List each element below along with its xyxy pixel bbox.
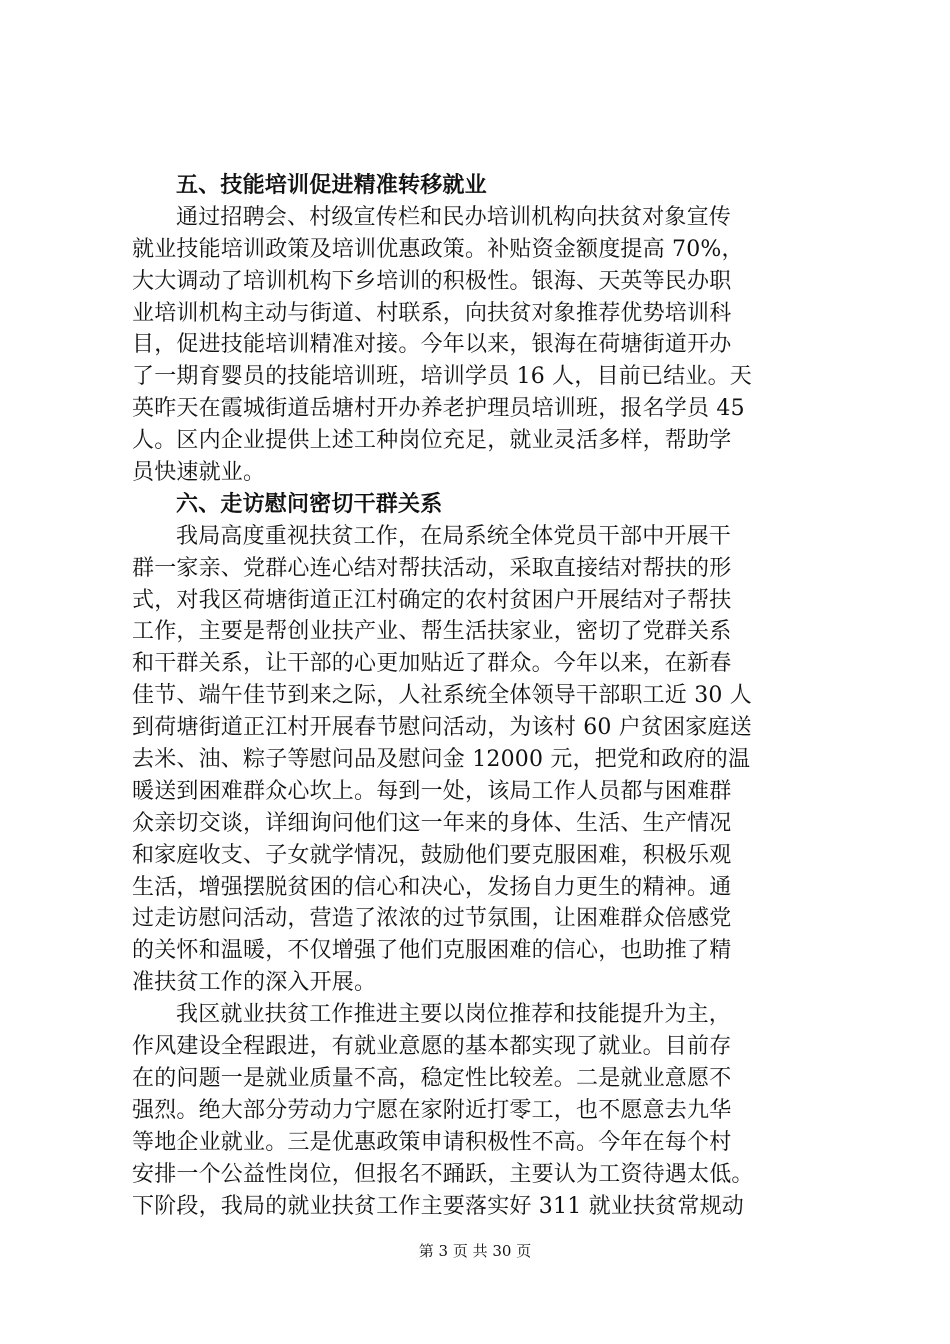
paragraph-line: 和干群关系，让干部的心更加贴近了群众。今年以来，在新春 [132, 651, 732, 677]
paragraph-line: 群一家亲、党群心连心结对帮扶活动，采取直接结对帮扶的形 [132, 555, 732, 581]
page-number-footer: 第 3 页 共 30 页 [418, 1242, 532, 1260]
paragraph-line: 就业技能培训政策及培训优惠政策。补贴资金额度提高 70%， [132, 236, 744, 262]
section-5-heading: 五、技能培训促进精准转移就业 [176, 173, 487, 198]
paragraph-line: 安排一个公益性岗位，但报名不踊跃，主要认为工资待遇太低。 [132, 1161, 754, 1187]
paragraph-line: 目，促进技能培训精准对接。今年以来，银海在荷塘街道开办 [132, 332, 732, 358]
paragraph-line: 工作，主要是帮创业扶产业、帮生活扶家业，密切了党群关系 [132, 619, 732, 645]
paragraph-line: 到荷塘街道正江村开展春节慰问活动，为该村 60 户贫困家庭送 [132, 715, 752, 741]
paragraph-line: 大大调动了培训机构下乡培训的积极性。银海、天英等民办职 [132, 268, 732, 294]
paragraph-line: 我局高度重视扶贫工作，在局系统全体党员干部中开展干 [176, 523, 732, 549]
paragraph-line: 作风建设全程跟进，有就业意愿的基本都实现了就业。目前存 [132, 1034, 732, 1060]
paragraph-line: 强烈。绝大部分劳动力宁愿在家附近打零工，也不愿意去九华 [132, 1097, 732, 1123]
paragraph-line: 过走访慰问活动，营造了浓浓的过节氛围，让困难群众倍感党 [132, 906, 732, 932]
paragraph-line: 和家庭收支、子女就学情况，鼓励他们要克服困难，积极乐观 [132, 842, 732, 868]
paragraph-line: 在的问题一是就业质量不高，稳定性比较差。二是就业意愿不 [132, 1065, 732, 1091]
paragraph-line: 众亲切交谈，详细询问他们这一年来的身体、生活、生产情况 [132, 810, 732, 836]
paragraph-line: 员快速就业。 [132, 460, 266, 486]
paragraph-line: 人。区内企业提供上述工种岗位充足，就业灵活多样，帮助学 [132, 428, 732, 454]
document-body [132, 170, 832, 1222]
paragraph-line: 佳节、端午佳节到来之际，人社系统全体领导干部职工近 30 人 [132, 683, 752, 709]
paragraph-line: 我区就业扶贫工作推进主要以岗位推荐和技能提升为主， [176, 1002, 732, 1028]
paragraph-line: 了一期育婴员的技能培训班，培训学员 16 人，目前已结业。天 [132, 364, 752, 390]
paragraph-line: 等地企业就业。三是优惠政策申请积极性不高。今年在每个村 [132, 1129, 732, 1155]
paragraph-line: 暖送到困难群众心坎上。每到一处，该局工作人员都与困难群 [132, 778, 732, 804]
paragraph-line: 通过招聘会、村级宣传栏和民办培训机构向扶贫对象宣传 [176, 204, 732, 230]
paragraph-line: 英昨天在霞城街道岳塘村开办养老护理员培训班，报名学员 45 [132, 396, 745, 422]
paragraph-line: 下阶段，我局的就业扶贫工作主要落实好 311 就业扶贫常规动 [132, 1193, 744, 1219]
paragraph-line: 的关怀和温暖，不仅增强了他们克服困难的信心，也助推了精 [132, 938, 732, 964]
paragraph-line: 准扶贫工作的深入开展。 [132, 970, 377, 996]
paragraph-line: 业培训机构主动与街道、村联系，向扶贫对象推荐优势培训科 [132, 300, 732, 326]
paragraph-line: 去米、油、粽子等慰问品及慰问金 12000 元，把党和政府的温 [132, 747, 751, 773]
section-6-heading: 六、走访慰问密切干群关系 [176, 491, 443, 517]
paragraph-line: 式，对我区荷塘街道正江村确定的农村贫困户开展结对子帮扶 [132, 587, 732, 613]
paragraph-line: 生活，增强摆脱贫困的信心和决心，发扬自力更生的精神。通 [132, 874, 732, 900]
